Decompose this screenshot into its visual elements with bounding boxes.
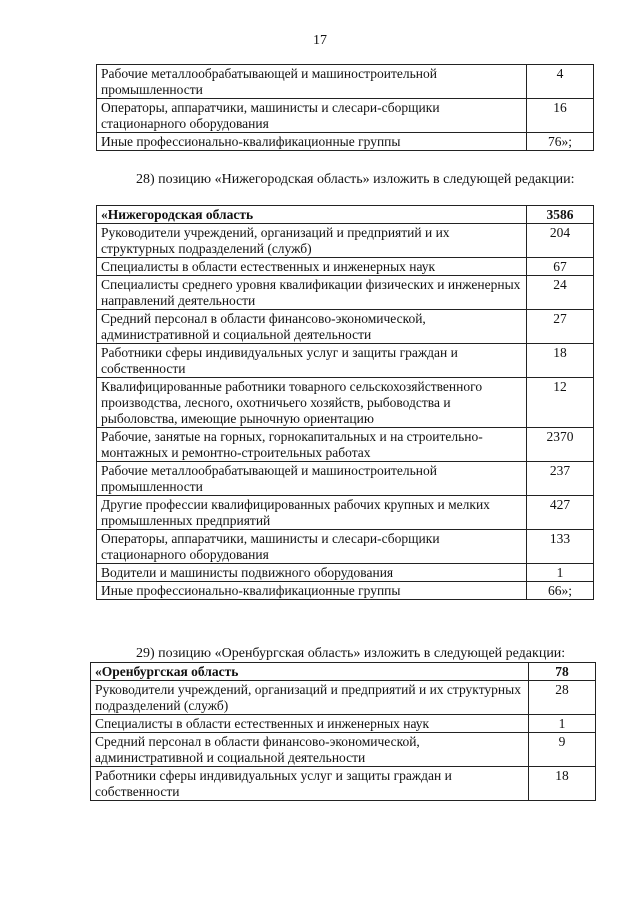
region-total: 3586 [527, 206, 594, 224]
table-row [97, 496, 594, 530]
row-value: 24 [527, 276, 594, 310]
table-row [97, 530, 594, 564]
row-label: Водители и машинисты подвижного оборудования [97, 564, 527, 582]
row-label: Работники сферы индивидуальных услуг и защиты граждан и собственности [97, 344, 527, 378]
row-label: Рабочие металлообрабатывающей и машиностроительной промышленности [97, 65, 527, 99]
row-label: Квалифицированные работники товарного сельскохозяйственного производства, лесного, охотничьего хозяйств, рыбоводства и рыболовства, имеющие рыночную ориентацию [97, 378, 527, 428]
row-label: Средний персонал в области финансово-экономической, административной и социальной деятельности [97, 310, 527, 344]
row-label: Иные профессионально-квалификационные группы [97, 133, 527, 151]
row-label: Специалисты в области естественных и инженерных наук [91, 715, 529, 733]
table-row [97, 378, 594, 428]
table-row [97, 428, 594, 462]
table-row [97, 276, 594, 310]
table-row [97, 564, 594, 582]
table-row [97, 310, 594, 344]
region-name: «Оренбургская область [91, 663, 529, 681]
table-row [97, 65, 594, 99]
row-value: 1 [529, 715, 596, 733]
row-label: Специалисты в области естественных и инженерных наук [97, 258, 527, 276]
paragraph-28: 28) позицию «Нижегородская область» изложить в следующей редакции: [136, 172, 575, 187]
region-total: 78 [529, 663, 596, 681]
table-orenburg [90, 662, 596, 801]
row-value: 237 [527, 462, 594, 496]
region-name: «Нижегородская область [97, 206, 527, 224]
row-value: 16 [527, 99, 594, 133]
row-label: Другие профессии квалифицированных рабочих крупных и мелких промышленных предприятий [97, 496, 527, 530]
row-value: 133 [527, 530, 594, 564]
table-row [97, 258, 594, 276]
row-label: Операторы, аппаратчики, машинисты и слесари-сборщики стационарного оборудования [97, 530, 527, 564]
table-row [97, 582, 594, 600]
row-value: 4 [527, 65, 594, 99]
row-label: Руководители учреждений, организаций и предприятий и их структурных подразделений (служб) [91, 681, 529, 715]
row-value: 28 [529, 681, 596, 715]
row-label: Рабочие металлообрабатывающей и машиностроительной промышленности [97, 462, 527, 496]
table-header-row [97, 206, 594, 224]
table-nizhny-novgorod [96, 205, 594, 600]
row-label: Специалисты среднего уровня квалификации физических и инженерных направлений деятельности [97, 276, 527, 310]
row-value: 67 [527, 258, 594, 276]
table-row [97, 224, 594, 258]
page-number: 17 [313, 33, 327, 48]
table-row [91, 767, 596, 801]
row-label: Иные профессионально-квалификационные группы [97, 582, 527, 600]
row-value: 76»; [527, 133, 594, 151]
row-value: 2370 [527, 428, 594, 462]
row-value: 18 [529, 767, 596, 801]
table-row [97, 133, 594, 151]
row-value: 9 [529, 733, 596, 767]
table-row [91, 715, 596, 733]
table-row [97, 99, 594, 133]
table-row [91, 681, 596, 715]
paragraph-29: 29) позицию «Оренбургская область» изложить в следующей редакции: [136, 646, 566, 661]
table-row [97, 462, 594, 496]
table-continuation [96, 64, 594, 151]
row-value: 66»; [527, 582, 594, 600]
row-value: 204 [527, 224, 594, 258]
table-row [91, 733, 596, 767]
table-row [97, 344, 594, 378]
row-label: Средний персонал в области финансово-экономической, административной и социальной деятельности [91, 733, 529, 767]
row-label: Рабочие, занятые на горных, горнокапитальных и на строительно-монтажных и ремонтно-строительных работах [97, 428, 527, 462]
row-value: 18 [527, 344, 594, 378]
table-header-row [91, 663, 596, 681]
row-label: Работники сферы индивидуальных услуг и защиты граждан и собственности [91, 767, 529, 801]
row-value: 27 [527, 310, 594, 344]
row-value: 1 [527, 564, 594, 582]
row-value: 12 [527, 378, 594, 428]
row-label: Руководители учреждений, организаций и предприятий и их структурных подразделений (служб) [97, 224, 527, 258]
row-value: 427 [527, 496, 594, 530]
row-label: Операторы, аппаратчики, машинисты и слесари-сборщики стационарного оборудования [97, 99, 527, 133]
